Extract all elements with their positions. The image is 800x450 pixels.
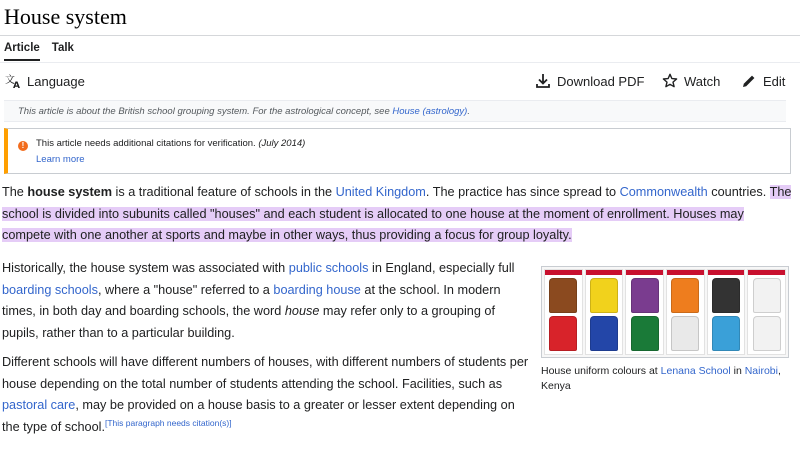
text: , where a "house" referred to a [97,282,274,297]
text: . The practice has since spread to [425,185,620,199]
watch-label: Watch [684,73,721,89]
shirt-swatch [712,316,740,351]
hatnote-text: This article is about the British school grouping system. For the astrological concept, see [18,106,393,117]
shirt-swatch [753,278,781,313]
hatnote-end: . [467,106,470,117]
shirt-swatch [712,278,740,313]
hatnote-link-astrology[interactable]: House (astrology) [392,106,468,117]
column-header-band [545,270,582,275]
page-toolbar [0,70,800,96]
text: Different schools will have different numbers of houses, with different numbers of students per house depending on the total number of students attending the school. Facilities, such as [2,355,529,391]
download-icon [535,73,551,89]
shirt-swatch [549,278,577,313]
text: , may be provided on a house basis to a greater or lesser extent depending on the type of school. [2,398,515,434]
shirt-swatch [590,278,618,313]
title-divider [0,35,800,36]
link-boarding-schools[interactable]: boarding schools [2,282,98,297]
text: The [2,185,28,199]
shirt-swatch [631,278,659,313]
text: countries. [707,185,770,199]
text: in England, especially full [368,261,515,275]
shirt-swatch [549,316,577,351]
pencil-icon [741,73,757,89]
caption-text: in [730,365,745,377]
shirt-swatch [590,316,618,351]
shirt-swatch [671,278,699,313]
learn-more-link[interactable]: Learn more [36,154,85,165]
shirt-swatch [671,316,699,351]
translate-icon [5,73,21,89]
column-header-band [586,270,623,275]
link-nairobi[interactable]: Nairobi [744,365,778,377]
text: may refer only to a grouping of pupils, rather than to a particular building. [2,304,496,340]
link-lenana-school[interactable]: Lenana School [660,365,731,377]
paragraph-intro [2,182,792,247]
highlighted-text: The school is divided into subunits called "houses" and each student is allocated to one house at the moment of enrollment. Houses may compete with one another at sports and maybe in other ways, thus providing a focus for group loyalty. [2,185,792,242]
shirt-swatch [631,316,659,351]
link-boarding-house[interactable]: boarding house [273,282,361,297]
house-uniform-figure [541,266,789,394]
citation-needed-note[interactable]: [This paragraph needs citation(s)] [104,417,232,428]
svg-text:A: A [13,81,20,89]
watch-button[interactable] [662,73,720,89]
download-pdf-label: Download PDF [557,73,645,89]
citation-notice [4,128,791,174]
uniform-column [747,269,786,355]
uniform-column [544,269,583,355]
link-public-schools[interactable]: public schools [288,261,369,275]
house-uniforms-image[interactable] [541,266,789,358]
tabs-divider [0,62,800,63]
notice-text [36,138,305,149]
hatnote [4,100,786,122]
uniform-column [585,269,624,355]
language-button[interactable] [5,73,85,89]
paragraph-history [2,258,522,344]
column-header-band [667,270,704,275]
text: Historically, the house system was associated with [2,261,289,275]
figure-caption [541,364,789,394]
text: at the school. In modern times, in both day and boarding schools, the word [2,282,501,318]
link-pastoral-care[interactable]: pastoral care [2,398,76,412]
edit-label: Edit [763,73,786,89]
italic-term: house [284,304,320,318]
link-commonwealth[interactable]: Commonwealth [619,185,708,199]
language-label: Language [27,73,85,89]
column-header-band [626,270,663,275]
link-united-kingdom[interactable]: United Kingdom [335,185,426,199]
svg-text:文: 文 [5,75,15,86]
page-title: House system [4,4,127,29]
uniform-column [625,269,664,355]
notice-date: (July 2014) [258,138,306,149]
paragraph-numbers [2,352,530,438]
text: is a traditional feature of schools in the [112,185,336,199]
uniform-column [707,269,746,355]
bold-term: house system [27,185,113,199]
shirt-swatch [753,316,781,351]
namespace-tabs [4,42,74,61]
caption-text: , Kenya [541,365,781,392]
uniform-column [666,269,705,355]
star-icon [662,73,678,89]
tab-article[interactable]: Article [4,42,40,61]
caption-text: House uniform colours at [541,365,661,377]
warning-icon: ! [18,141,28,151]
column-header-band [748,270,785,275]
notice-message: This article needs additional citations for verification. [36,138,256,149]
tab-talk[interactable]: Talk [51,42,74,54]
edit-button[interactable] [741,73,785,89]
download-pdf-button[interactable] [535,73,644,89]
column-header-band [708,270,745,275]
